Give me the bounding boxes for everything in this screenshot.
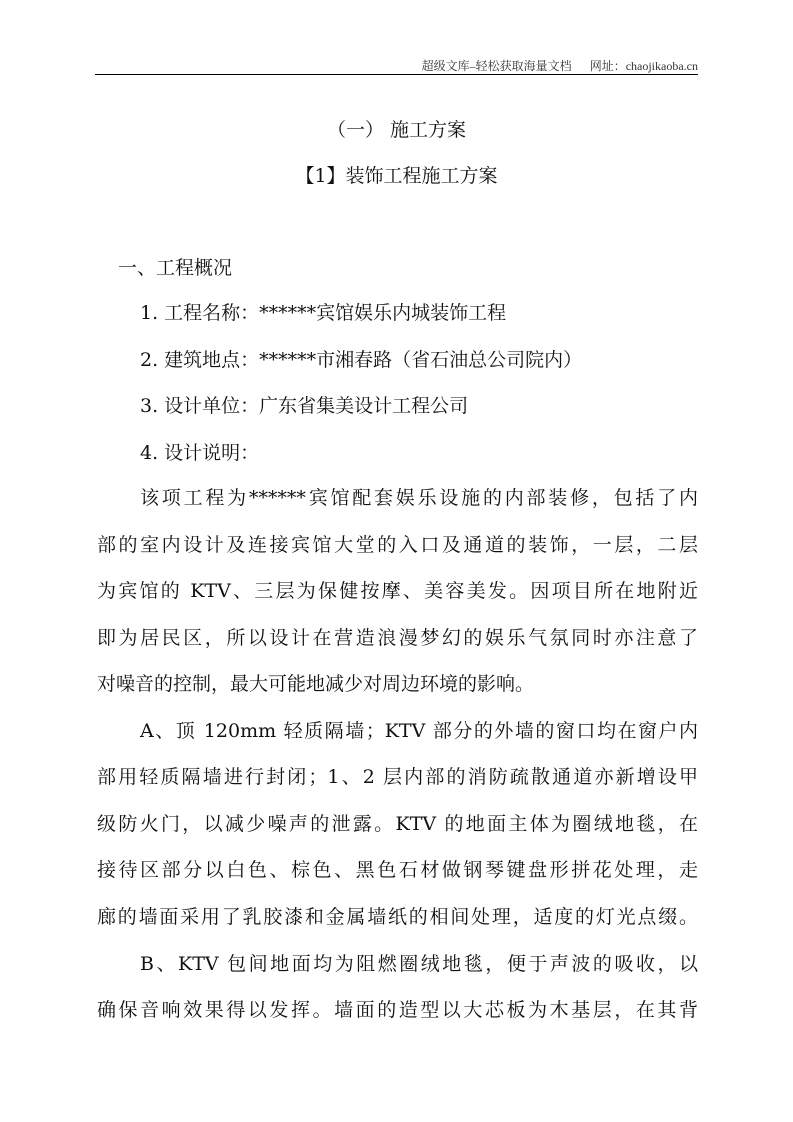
list-item: 3. 设计单位：广东省集美设计工程公司: [140, 395, 469, 417]
paragraph-line: 部用轻质隔墙进行封闭；1、2 层内部的消防疏散通道亦新增设甲: [97, 766, 698, 788]
paragraph-line: A、顶 120mm 轻质隔墙；KTV 部分的外墙的窗口均在窗户内: [140, 720, 698, 742]
paragraph-line: B、KTV 包间地面均为阻燃圈绒地毯，便于声波的吸收，以: [140, 953, 698, 975]
section-title: 【1】装饰工程施工方案: [295, 165, 498, 187]
paragraph-line: 廊的墙面采用了乳胶漆和金属墙纸的相间处理，适度的灯光点缀。: [97, 906, 698, 928]
paragraph-line: 确保音响效果得以发挥。墙面的造型以大芯板为木基层，在其背: [97, 999, 698, 1021]
list-item: 4. 设计说明：: [140, 442, 260, 464]
paragraph-line: 即为居民区，所以设计在营造浪漫梦幻的娱乐气氛同时亦注意了: [97, 627, 698, 649]
list-item: 2. 建筑地点：******市湘春路（省石油总公司院内）: [140, 349, 583, 371]
chapter-title: （一） 施工方案: [326, 119, 467, 141]
paragraph-line: 为宾馆的 KTV、三层为保健按摩、美容美发。因项目所在地附近: [97, 580, 698, 602]
page-header: [404, 57, 698, 74]
header-rule: [95, 74, 698, 75]
paragraph-line: 该项工程为******宾馆配套娱乐设施的内部装修，包括了内: [140, 487, 698, 509]
header-url: 网址：chaojikaoba.cn: [589, 59, 698, 73]
paragraph-line: 接待区部分以白色、棕色、黑色石材做钢琴键盘形拼花处理，走: [97, 859, 698, 881]
paragraph-line: 级防火门，以减少噪声的泄露。KTV 的地面主体为圈绒地毯，在: [97, 813, 698, 835]
paragraph-line: 对噪音的控制，最大可能地减少对周边环境的影响。: [97, 673, 535, 695]
heading-overview: 一、工程概况: [118, 257, 233, 279]
list-item: 1. 工程名称：******宾馆娱乐内城装饰工程: [140, 302, 507, 324]
paragraph-line: 部的室内设计及连接宾馆大堂的入口及通道的装饰，一层，二层: [97, 534, 698, 556]
header-site: 超级文库–轻松获取海量文档: [421, 59, 572, 73]
